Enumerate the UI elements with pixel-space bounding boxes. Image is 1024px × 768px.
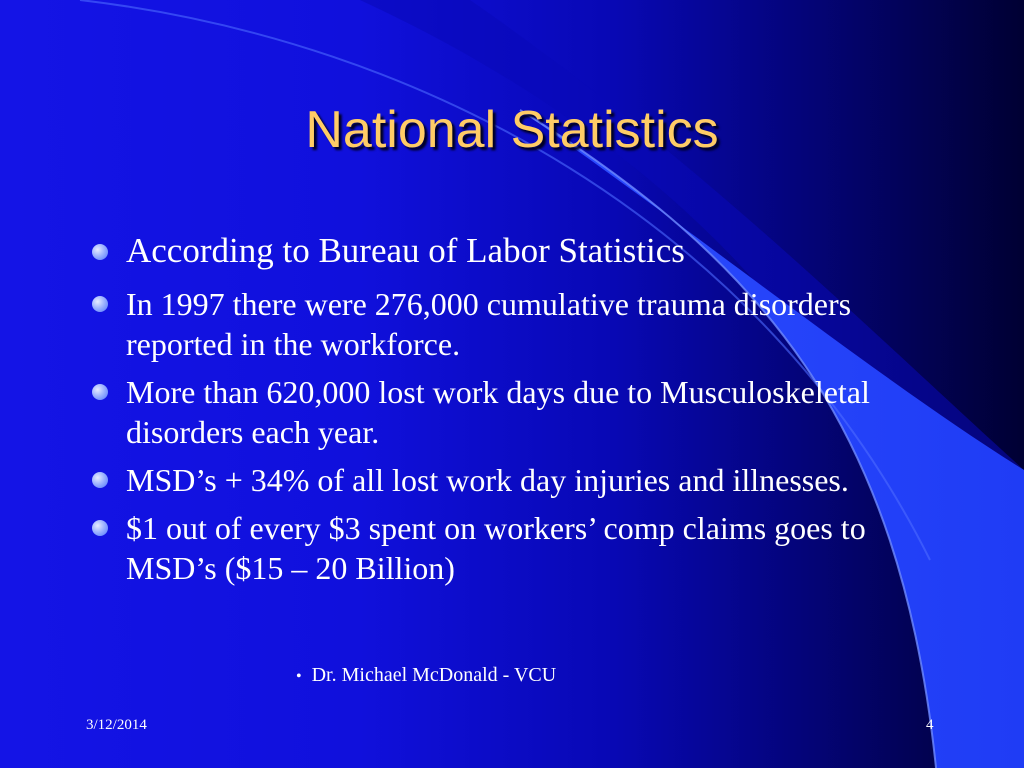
bullet-item	[88, 372, 938, 452]
bullet-dot-icon	[92, 384, 108, 400]
bullet-item	[88, 460, 938, 500]
source-citation	[296, 664, 556, 687]
bullet-text: $1 out of every $3 spent on workers’ comp claims goes to MSD’s ($15 – 20 Billion)	[126, 510, 866, 586]
bullet-dot-icon	[92, 520, 108, 536]
bullet-dot-icon	[92, 296, 108, 312]
bullet-text: MSD’s + 34% of all lost work day injuries and illnesses.	[126, 462, 849, 498]
bullet-item	[88, 508, 938, 588]
bullet-item	[88, 284, 938, 364]
page-number: 4	[926, 717, 934, 733]
bullet-item	[88, 228, 938, 274]
slide-title: National Statistics	[305, 101, 719, 159]
bullet-text: According to Bureau of Labor Statistics	[126, 231, 685, 270]
bullet-text: In 1997 there were 276,000 cumulative trauma disorders reported in the workforce.	[126, 286, 852, 362]
bullet-dot-icon	[92, 244, 108, 260]
bullet-text: More than 620,000 lost work days due to Musculoskeletal disorders each year.	[126, 374, 870, 450]
footer-date: 3/12/2014	[86, 717, 147, 733]
bullet-dot-icon	[92, 472, 108, 488]
bullet-list	[88, 228, 938, 596]
source-text: Dr. Michael McDonald - VCU	[311, 664, 557, 686]
small-bullet-icon: •	[296, 668, 302, 685]
